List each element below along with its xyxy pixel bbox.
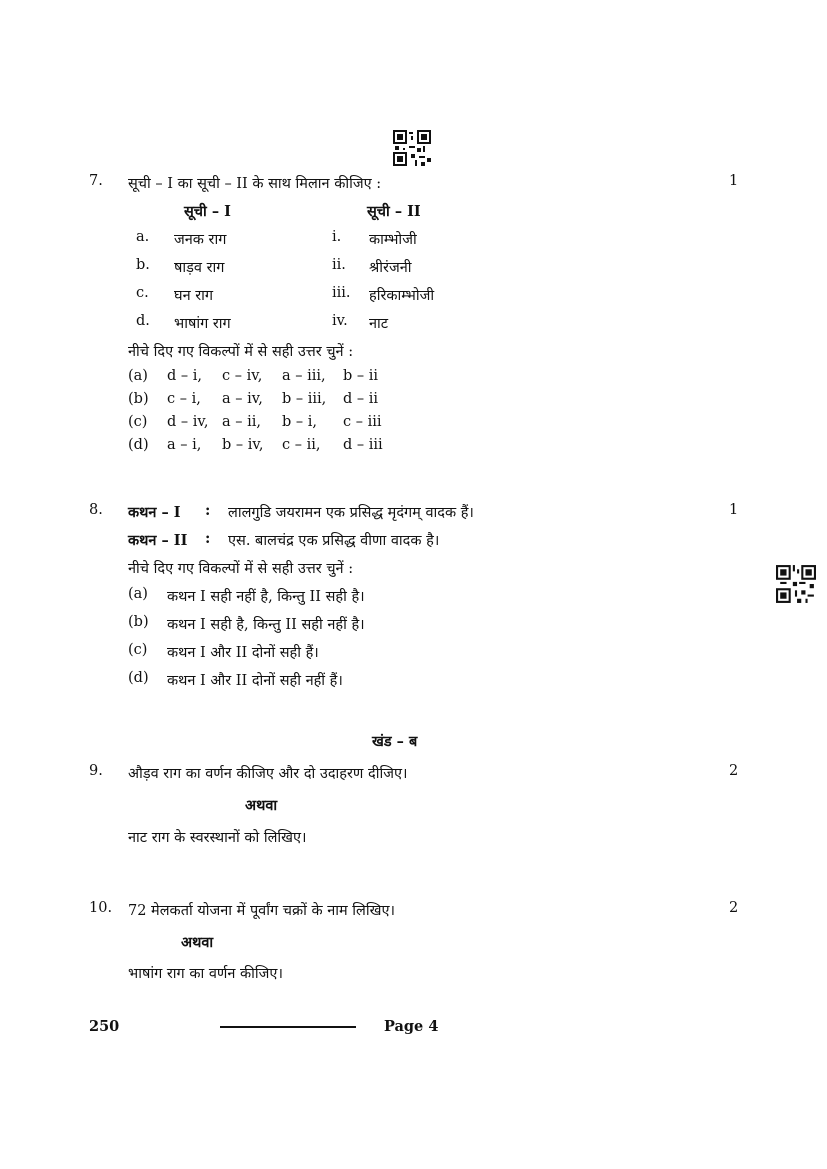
q8-number: 8.	[89, 502, 103, 518]
q9-text: औड़व राग का वर्णन कीजिए और दो उदाहरण दीजिए।	[128, 766, 408, 782]
q10-or-label: अथवा	[181, 934, 214, 951]
q7-list2-label-iii: iii.	[332, 285, 351, 301]
q7-option-b-part1: c – i,	[167, 391, 201, 407]
q7-option-b-part2: a – iv,	[222, 391, 263, 407]
q8-option-d-text: कथन I और II दोनों सही नहीं हैं।	[167, 673, 343, 689]
q7-number: 7.	[89, 173, 103, 189]
q7-option-a-label: (a)	[128, 368, 148, 384]
qr-code-side	[776, 565, 816, 603]
q10-marks: 2	[729, 900, 739, 916]
q7-list1-label-d: d.	[136, 313, 150, 329]
q7-option-d-part3: c – ii,	[282, 437, 321, 453]
q8-option-c-text: कथन I और II दोनों सही हैं।	[167, 645, 319, 661]
footer-rule	[220, 1026, 356, 1028]
q8-statement2-label: कथन – II	[128, 532, 188, 549]
q7-option-a-part1: d – i,	[167, 368, 202, 384]
q8-statement1-label: कथन – I	[128, 504, 181, 521]
q7-list1-item-c: घन राग	[174, 288, 214, 304]
q7-option-c-part4: c – iii	[343, 414, 382, 430]
q8-statement1-text: लालगुडि जयरामन एक प्रसिद्ध मृदंगम् वादक हैं।	[228, 505, 474, 521]
q9-marks: 2	[729, 763, 739, 779]
q7-list2-item-iv: नाट	[369, 316, 389, 332]
q7-option-d-label: (d)	[128, 437, 149, 453]
qr-code-top	[393, 130, 431, 166]
q7-option-d-part4: d – iii	[343, 437, 383, 453]
q7-list1-item-a: जनक राग	[174, 232, 227, 248]
q8-statement1-colon: :	[205, 502, 211, 519]
q7-list1-item-d: भाषांग राग	[174, 316, 231, 332]
q7-option-c-part2: a – ii,	[222, 414, 261, 430]
q7-option-a-part4: b – ii	[343, 368, 379, 384]
q8-statement2-text: एस. बालचंद्र एक प्रसिद्ध वीणा वादक है।	[228, 533, 440, 549]
q7-list2-label-ii: ii.	[332, 257, 346, 273]
q9-number: 9.	[89, 763, 103, 779]
section-heading: खंड – ब	[372, 733, 418, 750]
q7-list2-item-ii: श्रीरंजनी	[369, 260, 412, 276]
q7-text: सूची – I का सूची – II के साथ मिलान कीजिए :	[128, 176, 382, 192]
q7-option-c-label: (c)	[128, 414, 148, 430]
q7-list2-label-iv: iv.	[332, 313, 348, 329]
q7-list1-heading: सूची – I	[184, 203, 231, 220]
q7-list2-item-iii: हरिकाम्भोजी	[369, 288, 435, 304]
q7-list2-label-i: i.	[332, 229, 342, 245]
q7-option-d-part2: b – iv,	[222, 437, 264, 453]
q8-option-d-label: (d)	[128, 670, 149, 686]
q7-list1-item-b: षाड़व राग	[174, 260, 225, 276]
q8-statement2-colon: :	[205, 530, 211, 547]
q8-option-b-text: कथन I सही है, किन्तु II सही नहीं है।	[167, 617, 365, 633]
q7-option-a-part3: a – iii,	[282, 368, 326, 384]
q7-list2-heading: सूची – II	[367, 203, 421, 220]
q7-list1-label-a: a.	[136, 229, 150, 245]
q9-alt-text: नाट राग के स्वरस्थानों को लिखिए।	[128, 830, 307, 846]
q7-list2-item-i: काम्भोजी	[369, 232, 417, 248]
q9-or-label: अथवा	[245, 797, 278, 814]
q7-option-c-part1: d – iv,	[167, 414, 209, 430]
q10-text: 72 मेलकर्ता योजना में पूर्वांग चक्रों के नाम लिखिए।	[128, 903, 396, 919]
q10-number: 10.	[89, 900, 113, 916]
q7-option-d-part1: a – i,	[167, 437, 202, 453]
q8-option-a-label: (a)	[128, 586, 148, 602]
q7-option-b-label: (b)	[128, 391, 149, 407]
q8-option-b-label: (b)	[128, 614, 149, 630]
q10-alt-text: भाषांग राग का वर्णन कीजिए।	[128, 966, 283, 982]
footer-code: 250	[89, 1018, 120, 1035]
q7-option-b-part4: d – ii	[343, 391, 379, 407]
q7-option-b-part3: b – iii,	[282, 391, 327, 407]
q8-option-c-label: (c)	[128, 642, 148, 658]
q8-instruction: नीचे दिए गए विकल्पों में से सही उत्तर चुनें :	[128, 561, 354, 577]
q7-list1-label-b: b.	[136, 257, 150, 273]
q8-option-a-text: कथन I सही नहीं है, किन्तु II सही है।	[167, 589, 365, 605]
q7-instruction: नीचे दिए गए विकल्पों में से सही उत्तर चुनें :	[128, 344, 354, 360]
q7-marks: 1	[729, 173, 739, 189]
footer-page-label: Page 4	[384, 1018, 439, 1035]
q7-list1-label-c: c.	[136, 285, 149, 301]
q7-option-a-part2: c – iv,	[222, 368, 263, 384]
q7-option-c-part3: b – i,	[282, 414, 317, 430]
q8-marks: 1	[729, 502, 739, 518]
